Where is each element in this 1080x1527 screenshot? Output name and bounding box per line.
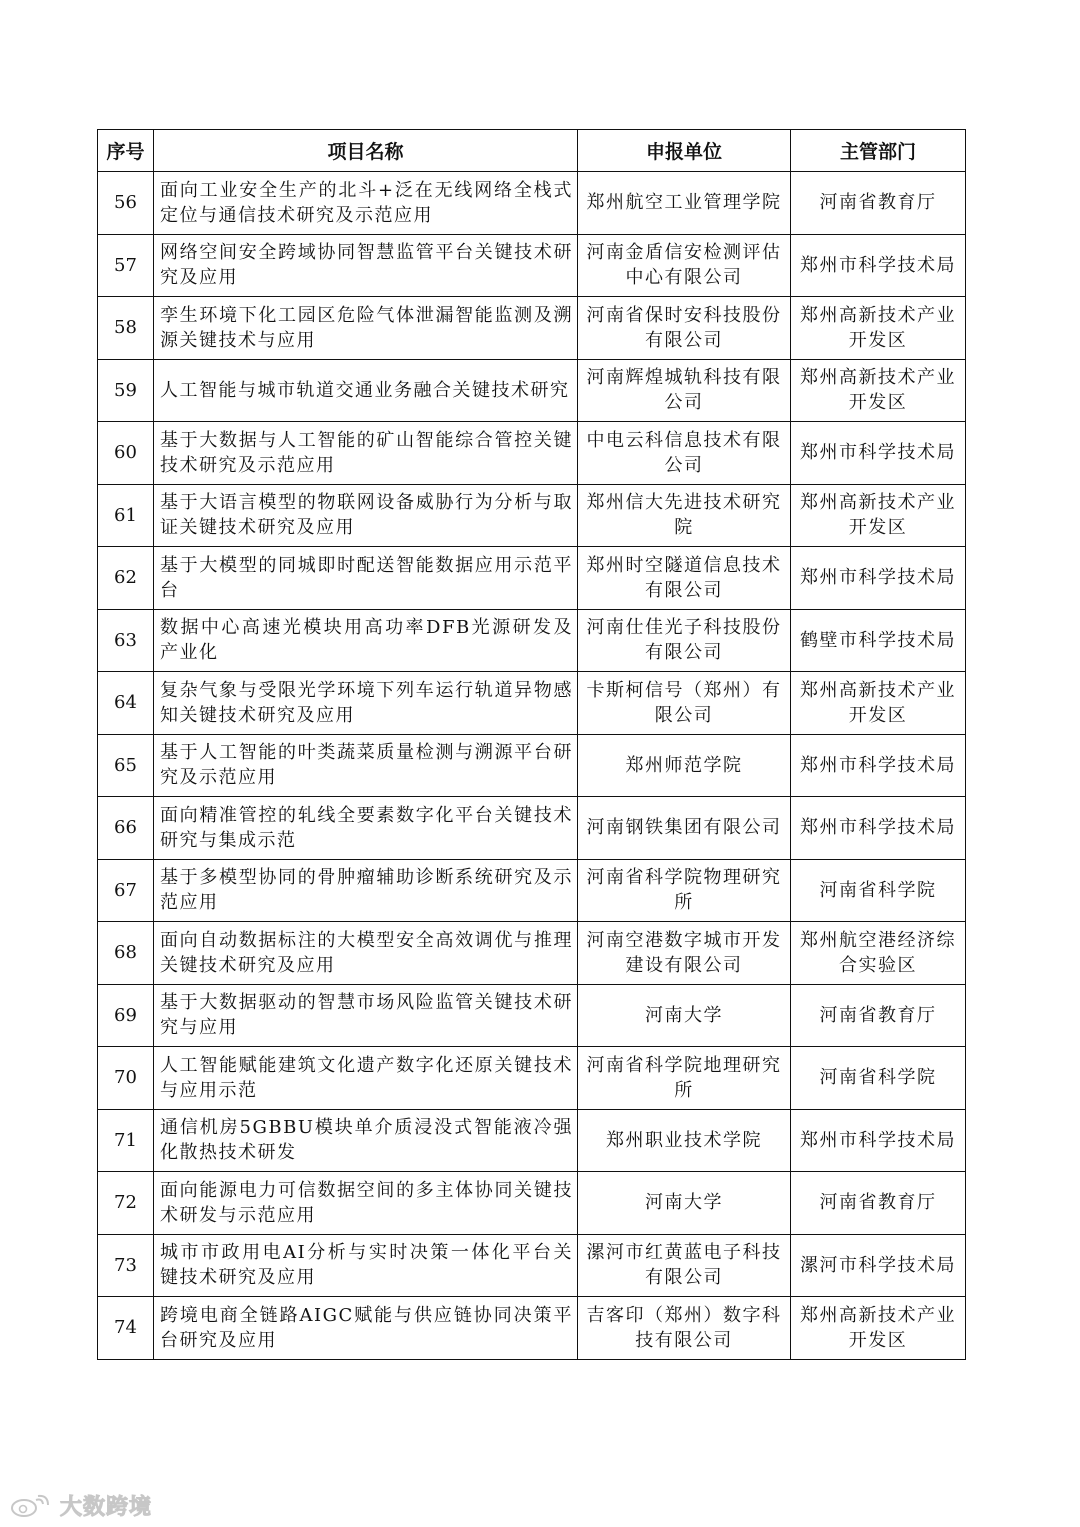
project-name-cell: 跨境电商全链路AIGC赋能与供应链协同决策平台研究及应用 [154,1297,578,1360]
row-number: 73 [98,1234,154,1297]
department-cell: 漯河市科学技术局 [791,1234,966,1297]
table-row [98,859,966,922]
applicant-unit-cell: 河南仕佳光子科技股份有限公司 [578,609,791,672]
row-number: 61 [98,484,154,547]
table-row [98,547,966,610]
header-project-name: 项目名称 [154,130,578,172]
department-cell: 郑州高新技术产业开发区 [791,672,966,735]
row-number: 57 [98,234,154,297]
project-name-cell: 通信机房5GBBU模块单介质浸没式智能液冷强化散热技术研发 [154,1109,578,1172]
applicant-unit-cell: 漯河市红黄蓝电子科技有限公司 [578,1234,791,1297]
department-cell: 郑州高新技术产业开发区 [791,484,966,547]
applicant-unit-cell: 河南空港数字城市开发建设有限公司 [578,922,791,985]
table-row [98,734,966,797]
project-name-cell: 基于大模型的同城即时配送智能数据应用示范平台 [154,547,578,610]
project-name-cell: 人工智能赋能建筑文化遗产数字化还原关键技术与应用示范 [154,1047,578,1110]
project-name-cell: 人工智能与城市轨道交通业务融合关键技术研究 [154,359,578,422]
row-number: 67 [98,859,154,922]
department-cell: 河南省科学院 [791,1047,966,1110]
department-cell: 郑州市科学技术局 [791,1109,966,1172]
project-name-cell: 城市市政用电AI分析与实时决策一体化平台关键技术研究及应用 [154,1234,578,1297]
table-header-row [98,130,966,172]
row-number: 59 [98,359,154,422]
table-row [98,359,966,422]
row-number: 65 [98,734,154,797]
row-number: 70 [98,1047,154,1110]
applicant-unit-cell: 卡斯柯信号（郑州）有限公司 [578,672,791,735]
department-cell: 河南省教育厅 [791,172,966,235]
project-name-cell: 面向工业安全生产的北斗+泛在无线网络全栈式定位与通信技术研究及示范应用 [154,172,578,235]
row-number: 56 [98,172,154,235]
table-row [98,984,966,1047]
department-cell: 河南省科学院 [791,859,966,922]
applicant-unit-cell: 河南金盾信安检测评估中心有限公司 [578,234,791,297]
department-cell: 郑州市科学技术局 [791,734,966,797]
row-number: 60 [98,422,154,485]
applicant-unit-cell: 河南省保时安科技股份有限公司 [578,297,791,360]
row-number: 66 [98,797,154,860]
applicant-unit-cell: 郑州信大先进技术研究院 [578,484,791,547]
table-row [98,1234,966,1297]
table-row [98,484,966,547]
table-row [98,234,966,297]
row-number: 62 [98,547,154,610]
row-number: 64 [98,672,154,735]
row-number: 58 [98,297,154,360]
header-applicant-unit: 申报单位 [578,130,791,172]
table-row [98,172,966,235]
project-list-table-container [97,129,965,1360]
applicant-unit-cell: 河南省科学院地理研究所 [578,1047,791,1110]
department-cell: 郑州市科学技术局 [791,547,966,610]
table-row [98,609,966,672]
project-name-cell: 面向自动数据标注的大模型安全高效调优与推理关键技术研究及应用 [154,922,578,985]
department-cell: 河南省教育厅 [791,984,966,1047]
applicant-unit-cell: 河南大学 [578,984,791,1047]
watermark-text: 大数跨境 [60,1495,153,1520]
project-name-cell: 基于大语言模型的物联网设备威胁行为分析与取证关键技术研究及应用 [154,484,578,547]
department-cell: 郑州航空港经济综合实验区 [791,922,966,985]
project-name-cell: 基于大数据与人工智能的矿山智能综合管控关键技术研究及示范应用 [154,422,578,485]
applicant-unit-cell: 郑州师范学院 [578,734,791,797]
table-row [98,1047,966,1110]
applicant-unit-cell: 郑州职业技术学院 [578,1109,791,1172]
table-row [98,1297,966,1360]
table-row [98,1172,966,1235]
header-no: 序号 [98,130,154,172]
table-row [98,1109,966,1172]
project-list-table [97,129,966,1360]
department-cell: 郑州高新技术产业开发区 [791,297,966,360]
row-number: 68 [98,922,154,985]
applicant-unit-cell: 郑州时空隧道信息技术有限公司 [578,547,791,610]
row-number: 74 [98,1297,154,1360]
table-row [98,422,966,485]
table-row [98,672,966,735]
table-row [98,297,966,360]
table-row [98,922,966,985]
watermark [10,1490,152,1521]
applicant-unit-cell: 吉客印（郑州）数字科技有限公司 [578,1297,791,1360]
applicant-unit-cell: 河南大学 [578,1172,791,1235]
row-number: 71 [98,1109,154,1172]
table-body [98,172,966,1360]
project-name-cell: 复杂气象与受限光学环境下列车运行轨道异物感知关键技术研究及应用 [154,672,578,735]
project-name-cell: 基于人工智能的叶类蔬菜质量检测与溯源平台研究及示范应用 [154,734,578,797]
project-name-cell: 孪生环境下化工园区危险气体泄漏智能监测及溯源关键技术与应用 [154,297,578,360]
weibo-logo-icon [10,1494,54,1518]
project-name-cell: 数据中心高速光模块用高功率DFB光源研发及产业化 [154,609,578,672]
project-name-cell: 基于多模型协同的骨肿瘤辅助诊断系统研究及示范应用 [154,859,578,922]
project-name-cell: 面向能源电力可信数据空间的多主体协同关键技术研发与示范应用 [154,1172,578,1235]
department-cell: 河南省教育厅 [791,1172,966,1235]
applicant-unit-cell: 河南钢铁集团有限公司 [578,797,791,860]
applicant-unit-cell: 中电云科信息技术有限公司 [578,422,791,485]
applicant-unit-cell: 郑州航空工业管理学院 [578,172,791,235]
department-cell: 郑州高新技术产业开发区 [791,1297,966,1360]
department-cell: 鹤壁市科学技术局 [791,609,966,672]
department-cell: 郑州市科学技术局 [791,234,966,297]
applicant-unit-cell: 河南辉煌城轨科技有限公司 [578,359,791,422]
project-name-cell: 面向精准管控的轧线全要素数字化平台关键技术研究与集成示范 [154,797,578,860]
header-department: 主管部门 [791,130,966,172]
project-name-cell: 基于大数据驱动的智慧市场风险监管关键技术研究与应用 [154,984,578,1047]
table-row [98,797,966,860]
row-number: 63 [98,609,154,672]
department-cell: 郑州高新技术产业开发区 [791,359,966,422]
department-cell: 郑州市科学技术局 [791,422,966,485]
row-number: 69 [98,984,154,1047]
department-cell: 郑州市科学技术局 [791,797,966,860]
applicant-unit-cell: 河南省科学院物理研究所 [578,859,791,922]
row-number: 72 [98,1172,154,1235]
project-name-cell: 网络空间安全跨域协同智慧监管平台关键技术研究及应用 [154,234,578,297]
